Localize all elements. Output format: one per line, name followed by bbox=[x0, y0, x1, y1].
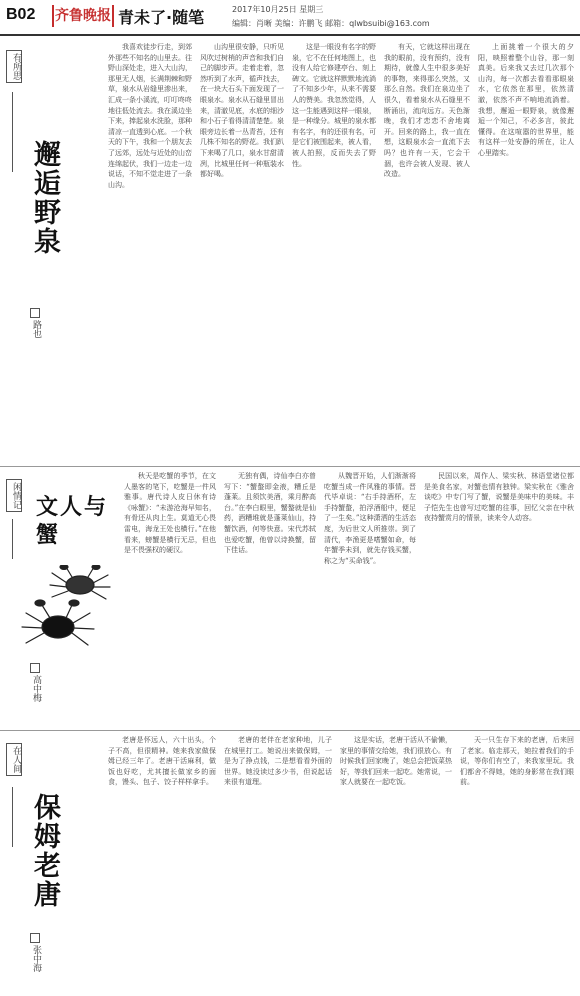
article-baomu-laotang bbox=[0, 730, 580, 996]
article-side-panel bbox=[4, 44, 104, 462]
divider-line bbox=[12, 519, 13, 559]
editor-credits: 编辑：肖晰 美编：许鹏飞 邮箱：qlwbsuibi@163.com bbox=[232, 19, 430, 28]
author-name: 张中海 bbox=[31, 945, 41, 972]
text-column bbox=[478, 42, 574, 462]
article-body bbox=[108, 735, 574, 992]
text-column bbox=[292, 42, 376, 462]
section-title: 青未了·随笔 bbox=[118, 8, 205, 27]
text-column bbox=[108, 42, 192, 462]
paragraph: 这是一眼没有名字的野泉，它不在任何地图上，也没有人给它修建亭台、刻上碑文。它就这样默默地流淌了不知多少年，从来不需要人的赞美。我忽然觉得，人这一生能遇到这样一眼泉，是一种缘分。城里的泉水都有名字，有的还很有名，可是它们被围起来，被人看，被人拍照，反而失去了野性。 bbox=[292, 43, 376, 168]
category-tag: 在人间 bbox=[6, 743, 22, 776]
paragraph: 民国以来，周作人、梁实秋、林语堂诸位都是美食名家，对蟹也情有独钟。梁实秋在《雅舍谈吃》中专门写了蟹，说蟹是美味中的美味。丰子恺先生也曾写过吃蟹的往事，回忆父亲在中秋夜持蟹赏月的情景，读来令人动容。 bbox=[424, 472, 574, 523]
paragraph: 无独有偶，诗仙李白亦曾写下：“蟹螯即金液，糟丘是蓬莱。且须饮美酒，乘月醉高台。”在李白眼里，蟹螯就是仙药，酒糟堆就是蓬莱仙山，持蟹饮酒，何等快意。宋代苏轼也爱吃蟹，他曾以诗换蟹，留下佳话。 bbox=[224, 472, 316, 555]
author-name: 路也 bbox=[31, 320, 41, 338]
paragraph: 这是实话，老唐干活从不偷懒，家里的事情交给她，我们很放心。有时候我们回家晚了，她总会把饭菜热好，等我们回来一起吃。她常说，一家人就要在一起吃饭。 bbox=[340, 736, 452, 787]
paragraph: 天一只生存下来的老唐，后来回了老家。临走那天，她拉着我们的手说，等你们有空了，来我家里玩。我们都舍不得她，她的身影常在我们眼前。 bbox=[460, 736, 574, 787]
article-title: 保姆老唐 bbox=[29, 793, 60, 909]
category-tag: 闲情记 bbox=[6, 479, 22, 512]
article-yehquan bbox=[0, 38, 580, 466]
divider-line bbox=[12, 787, 13, 847]
article-side-panel bbox=[4, 473, 124, 725]
author-icon bbox=[30, 933, 40, 943]
category-tag: 有所思 bbox=[6, 50, 22, 83]
paragraph: 上面挑着一个很大的夕阳，映照着整个山谷，那一刻真美。后来我又去过几次那个山沟，每一次都去看看那眼泉水，它依然在那里，依然清澈，依然不声不响地流淌着。我想，邂逅一眼野泉，就像邂逅一个知己，不必多言，彼此懂得。在这喧嚣的世界里，能有这样一处安静的所在，让人心里踏实。 bbox=[478, 43, 574, 157]
article-title: 邂逅野泉 bbox=[29, 140, 60, 256]
crab-illustration-icon bbox=[12, 565, 124, 663]
paragraph: 我喜欢徒步行走，到郊外那些不知名的山里去。往野山深处走，进入大山沟，那里无人烟，长满荆棘和野草，泉水从岩缝里渗出来，汇成一条小溪流，叮叮咚咚地往低处流去。我在溪边坐下来，捧起泉水洗脸，那种清凉一直透到心底。一个秋天的下午，我和一个朋友去了远郊，远处与近处的山峦连绵起伏，我们一边走一边说话，不知不觉走进了一条山沟。 bbox=[108, 43, 192, 189]
text-column bbox=[124, 471, 216, 725]
issue-date: 2017年10月25日 星期三 bbox=[232, 5, 324, 14]
page-header bbox=[0, 0, 580, 36]
text-column bbox=[384, 42, 470, 462]
text-column bbox=[424, 471, 574, 725]
paragraph: 山沟里很安静，只听见风吹过树梢的声音和我们自己的脚步声。走着走着，忽然听到了水声，循声找去，在一块大石头下面发现了一眼泉水。泉水从石缝里冒出来，清澈见底，水底的细沙和小石子看得清清楚楚。泉眼旁边长着一丛青苔，还有几株不知名的野花。我们趴下来喝了几口，泉水甘甜清冽，比城里任何一种瓶装水都好喝。 bbox=[200, 43, 284, 179]
text-column bbox=[224, 471, 316, 725]
paragraph: 秋天是吃蟹的季节，在文人墨客的笔下，吃蟹是一件风雅事。唐代诗人皮日休有诗《咏蟹》：“未游沧海早知名，有骨还从肉上生。莫道无心畏雷电，海龙王处也横行。”在他看来，螃蟹是横行无忌，但也是不畏强权的硬汉。 bbox=[124, 472, 216, 555]
text-column bbox=[108, 735, 216, 992]
newspaper-logo: 齐鲁晚报 bbox=[52, 5, 114, 27]
paragraph: 老唐的老伴在老家种地，儿子在城里打工。她说出来做保姆，一是为了挣点钱，二是想看看外面的世界。她没读过多少书，但说起话来很有道理。 bbox=[224, 736, 332, 787]
page-number: B02 bbox=[6, 6, 36, 23]
divider-line bbox=[12, 92, 13, 172]
text-column bbox=[460, 735, 574, 992]
text-column bbox=[324, 471, 416, 725]
article-side-panel bbox=[4, 737, 104, 992]
text-column bbox=[340, 735, 452, 992]
paragraph: 从魏晋开始，人们渐渐将吃蟹当成一件风雅的事情。晋代毕卓说：“右手持酒杯，左手持蟹螯，拍浮酒船中，便足了一生矣。”这种潇洒的生活态度，为后世文人所推崇。到了清代，李渔更是嗜蟹如命，每年蟹季未到，就先存钱买蟹，称之为“买命钱”。 bbox=[324, 472, 416, 565]
article-wenren-yu-xie bbox=[0, 466, 580, 729]
text-column bbox=[200, 42, 284, 462]
text-column bbox=[224, 735, 332, 992]
author-icon bbox=[30, 663, 40, 673]
article-title: 文人与蟹 bbox=[36, 494, 109, 548]
author-name: 高中梅 bbox=[31, 675, 41, 702]
article-body bbox=[108, 42, 574, 462]
article-body bbox=[124, 471, 574, 725]
author-icon bbox=[30, 308, 40, 318]
paragraph: 老唐是怀远人，六十出头，个子不高，但很精神。她来我家做保姆已经三年了。老唐干活麻利，做饭也好吃，尤其擅长做家乡的面食，馒头、包子、饺子样样拿手。 bbox=[108, 736, 216, 787]
paragraph: 有天，它就这样出现在我的眼前，没有预约，没有期待，就像人生中很多美好的事物，来得那么突然，又那么自然。我们在泉边坐了很久，看着泉水从石缝里不断涌出，流向远方。天色渐晚，我们才恋恋不舍地离开。回来的路上，我一直在想，这眼泉水会一直流下去吗？也许有一天，它会干涸，也许会被人发现、被人改造。 bbox=[384, 43, 470, 179]
